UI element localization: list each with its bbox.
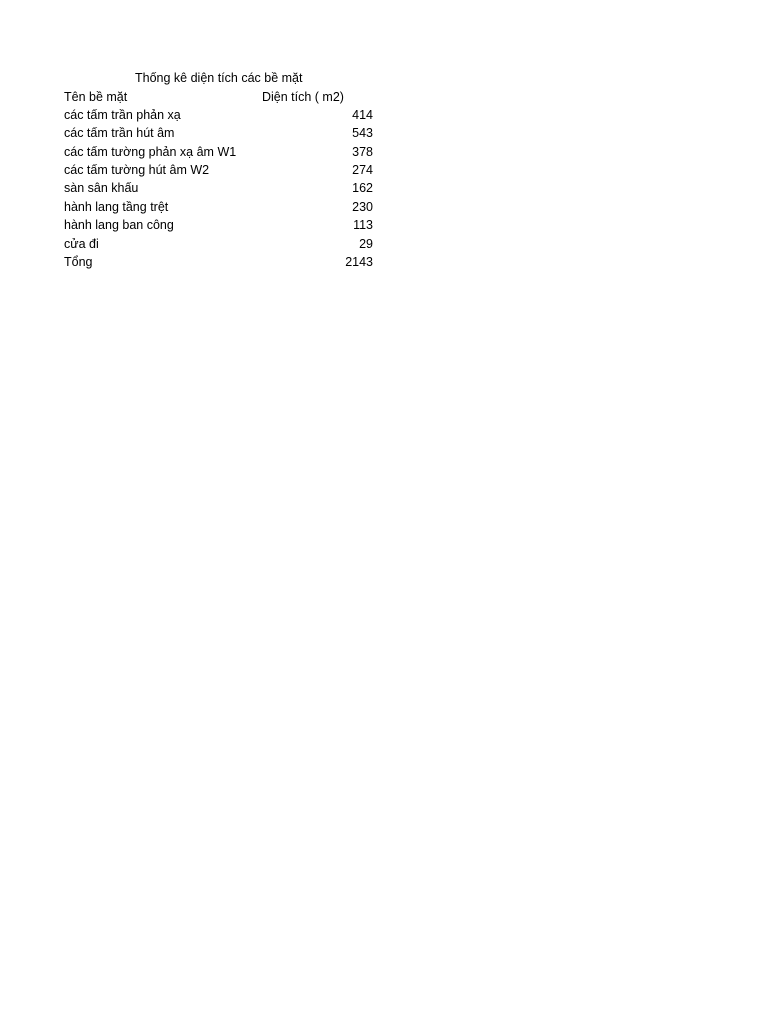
table-row xyxy=(64,179,376,197)
total-label: Tổng xyxy=(64,255,93,270)
table-row xyxy=(64,106,376,124)
surface-area-cell: 162 xyxy=(352,181,373,196)
table-row xyxy=(64,143,376,161)
total-value: 2143 xyxy=(345,255,373,270)
table-row xyxy=(64,124,376,142)
table-title: Thống kê diện tích các bề mặt xyxy=(135,71,303,85)
surface-area-cell: 414 xyxy=(352,107,373,122)
surface-name-cell: hành lang ban công xyxy=(64,218,174,233)
surface-area-cell: 230 xyxy=(352,199,373,214)
surface-area-cell: 378 xyxy=(352,144,373,159)
table-title-row xyxy=(64,69,376,88)
surface-name-cell: các tấm tường hút âm W2 xyxy=(64,163,210,178)
surface-name-cell: các tấm trần phản xạ xyxy=(64,107,181,122)
area-table xyxy=(64,69,376,271)
surface-name-cell: hành lang tầng trệt xyxy=(64,199,169,214)
surface-area-cell: 113 xyxy=(353,218,373,233)
table-row xyxy=(64,198,376,216)
table-header-row xyxy=(64,88,376,106)
surface-name-cell: các tấm trần hút âm xyxy=(64,126,175,141)
column-header-area: Diện tích ( m2) xyxy=(262,89,344,104)
surface-area-cell: 543 xyxy=(352,126,373,141)
surface-name-cell: cửa đi xyxy=(64,236,99,251)
surface-area-cell: 29 xyxy=(359,236,373,251)
table-row xyxy=(64,161,376,179)
surface-name-cell: sàn sân khấu xyxy=(64,181,139,196)
table-row xyxy=(64,216,376,234)
table-total-row xyxy=(64,253,376,271)
surface-name-cell: các tấm tường phản xạ âm W1 xyxy=(64,144,237,159)
table-row xyxy=(64,235,376,253)
surface-area-cell: 274 xyxy=(352,163,373,178)
column-header-name: Tên bề mặt xyxy=(64,89,128,104)
